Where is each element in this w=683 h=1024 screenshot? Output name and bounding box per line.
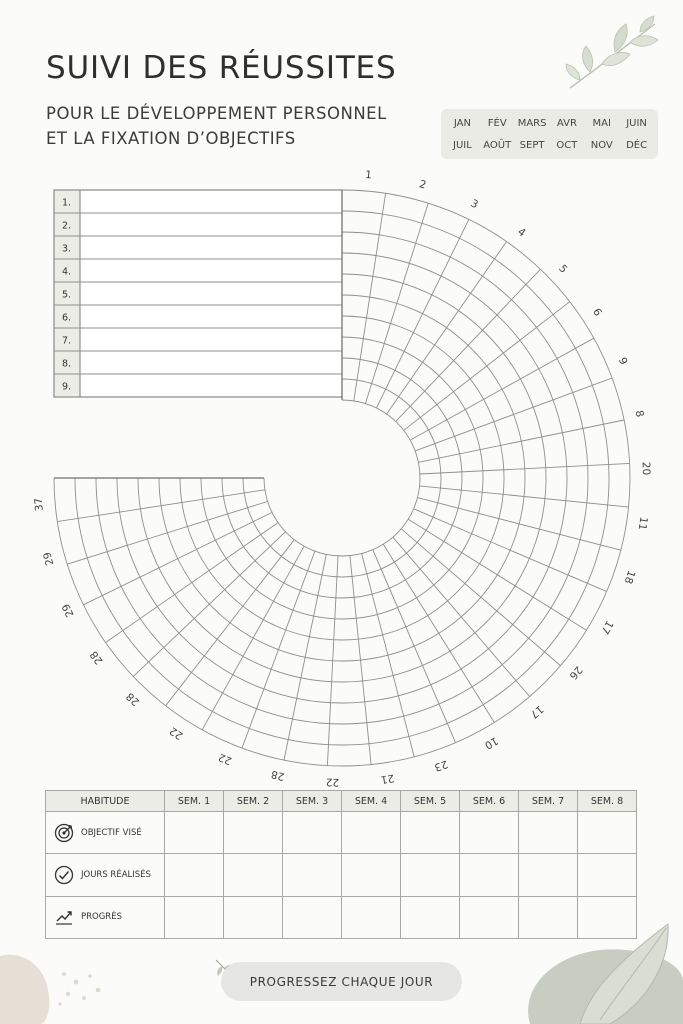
habit-table [45, 790, 637, 939]
spiral-spoke [393, 537, 530, 696]
spiral-day-label: 37 [32, 497, 46, 512]
table-cell[interactable] [401, 854, 460, 896]
table-cell[interactable] [283, 812, 342, 854]
table-cell[interactable] [519, 812, 578, 854]
table-cell[interactable] [283, 896, 342, 938]
goal-number: 8. [62, 358, 72, 370]
week-header: SEM. 7 [519, 791, 578, 812]
spiral-day-label: 22 [216, 750, 234, 767]
table-row [46, 812, 637, 854]
spiral-spoke [415, 378, 612, 451]
spiral-spoke [401, 529, 560, 666]
month-label[interactable]: SEPT [519, 139, 545, 151]
spiral-day-label: 23 [432, 757, 450, 774]
spiral-spoke [284, 554, 326, 760]
week-header: SEM. 4 [342, 791, 401, 812]
spiral-day-label: 29 [59, 601, 77, 619]
spiral-day-label: 29 [41, 550, 57, 567]
spiral-day-label: 21 [379, 771, 396, 786]
month-label[interactable]: JAN [453, 117, 471, 129]
week-header: SEM. 5 [401, 791, 460, 812]
check-circle-icon [54, 865, 74, 885]
table-cell[interactable] [401, 896, 460, 938]
spiral-spoke [396, 269, 541, 421]
spiral-spoke [202, 546, 304, 730]
spiral-day-label: 3 [468, 197, 480, 212]
spiral-spoke [242, 551, 315, 748]
spiral-day-label: 28 [87, 648, 106, 667]
goal-number: 2. [62, 220, 72, 232]
spiral-day-label: 1 [364, 168, 373, 182]
subtitle-line-1: POUR LE DÉVELOPPEMENT PERSONNEL [46, 104, 387, 123]
blob-left-decoration [0, 950, 60, 1024]
table-cell[interactable] [401, 812, 460, 854]
spiral-spoke [387, 242, 507, 414]
month-label[interactable]: JUIL [453, 139, 472, 151]
spiral-day-label: 6 [590, 306, 604, 319]
spiral-day-label: 10 [482, 734, 500, 752]
spiral-spoke [67, 501, 267, 564]
spiral-spoke [57, 490, 265, 522]
habit-column-header: HABITUDE [46, 791, 165, 812]
spiral-ring [243, 379, 441, 577]
spiral-spoke [420, 486, 629, 507]
month-label[interactable]: JUIN [626, 117, 647, 129]
table-cell[interactable] [578, 812, 637, 854]
spiral-spoke [410, 338, 594, 440]
week-header: SEM. 3 [283, 791, 342, 812]
leaf-blob-decoration [520, 920, 683, 1024]
month-label[interactable]: FÉV [487, 117, 507, 129]
spiral-ring [264, 400, 420, 556]
spiral-spoke [350, 556, 371, 765]
target-icon [54, 823, 74, 843]
spiral-day-label: 8 [632, 409, 646, 419]
spiral-spoke [418, 420, 624, 462]
month-label[interactable]: DÉC [626, 139, 648, 151]
month-label[interactable]: AVR [556, 117, 577, 129]
table-cell[interactable] [342, 896, 401, 938]
spiral-day-label: 5 [556, 262, 570, 276]
spiral-spoke [376, 219, 468, 408]
goal-number: 5. [62, 289, 72, 301]
habit-label: PROGRÈS [81, 912, 122, 923]
subtitle-line-2: ET LA FIXATION D’OBJECTIFS [46, 129, 296, 148]
spiral-spoke [365, 203, 428, 403]
month-label[interactable]: OCT [556, 139, 578, 151]
week-header: SEM. 2 [224, 791, 283, 812]
goal-list [54, 190, 342, 397]
goal-number: 7. [62, 335, 72, 347]
trend-up-icon [54, 907, 74, 927]
table-cell[interactable] [460, 854, 519, 896]
table-cell[interactable] [342, 854, 401, 896]
table-cell[interactable] [165, 896, 224, 938]
month-label[interactable]: MARS [517, 117, 547, 129]
spiral-day-label: 20 [639, 461, 653, 476]
spiral-spoke [354, 193, 386, 401]
table-cell[interactable] [283, 854, 342, 896]
spiral-spoke [133, 532, 285, 677]
spiral-day-label: 11 [635, 515, 650, 532]
spiral-day-label: 18 [621, 568, 638, 586]
week-header: SEM. 1 [165, 791, 224, 812]
spiral-day-label: 17 [598, 618, 616, 636]
table-cell[interactable] [460, 896, 519, 938]
spiral-day-label: 22 [167, 724, 186, 742]
footer-label: PROGRESSEZ CHAQUE JOUR [249, 974, 434, 989]
spiral-day-label: 2 [417, 178, 428, 192]
page-title: SUIVI DES RÉUSSITES [46, 50, 397, 86]
week-header: SEM. 6 [460, 791, 519, 812]
spiral-day-label: 22 [325, 775, 340, 789]
spiral-spoke [106, 523, 278, 643]
habit-label: JOURS RÉALISÉS [81, 869, 151, 880]
spiral-day-label: 28 [269, 767, 286, 783]
spiral-spoke [166, 540, 295, 706]
table-cell[interactable] [342, 812, 401, 854]
table-cell[interactable] [165, 812, 224, 854]
month-label[interactable]: AOÛT [483, 139, 512, 151]
dots-decoration [56, 968, 106, 1008]
spiral-day-label: 4 [515, 225, 528, 240]
goal-number: 4. [62, 266, 72, 278]
table-cell[interactable] [519, 854, 578, 896]
footer-motto-pill [221, 962, 462, 1001]
spiral-spoke [83, 512, 272, 604]
goal-number: 9. [62, 381, 72, 393]
table-cell[interactable] [165, 854, 224, 896]
goal-number: 6. [62, 312, 72, 324]
table-cell[interactable] [224, 896, 283, 938]
spiral-day-label: 26 [566, 663, 585, 682]
table-cell[interactable] [578, 854, 637, 896]
table-cell[interactable] [460, 812, 519, 854]
month-label[interactable]: NOV [590, 139, 613, 151]
table-cell[interactable] [224, 812, 283, 854]
table-cell[interactable] [224, 854, 283, 896]
spiral-day-label: 28 [124, 689, 143, 708]
goal-number: 1. [62, 197, 72, 209]
goal-number: 3. [62, 243, 72, 255]
spiral-day-label: 9 [615, 355, 630, 367]
week-header: SEM. 8 [578, 791, 637, 812]
habit-label: OBJECTIF VISÉ [81, 827, 142, 838]
table-row [46, 854, 637, 896]
month-label[interactable]: MAI [592, 117, 611, 129]
spiral-spoke [404, 302, 570, 431]
spiral-day-label: 17 [527, 702, 546, 721]
